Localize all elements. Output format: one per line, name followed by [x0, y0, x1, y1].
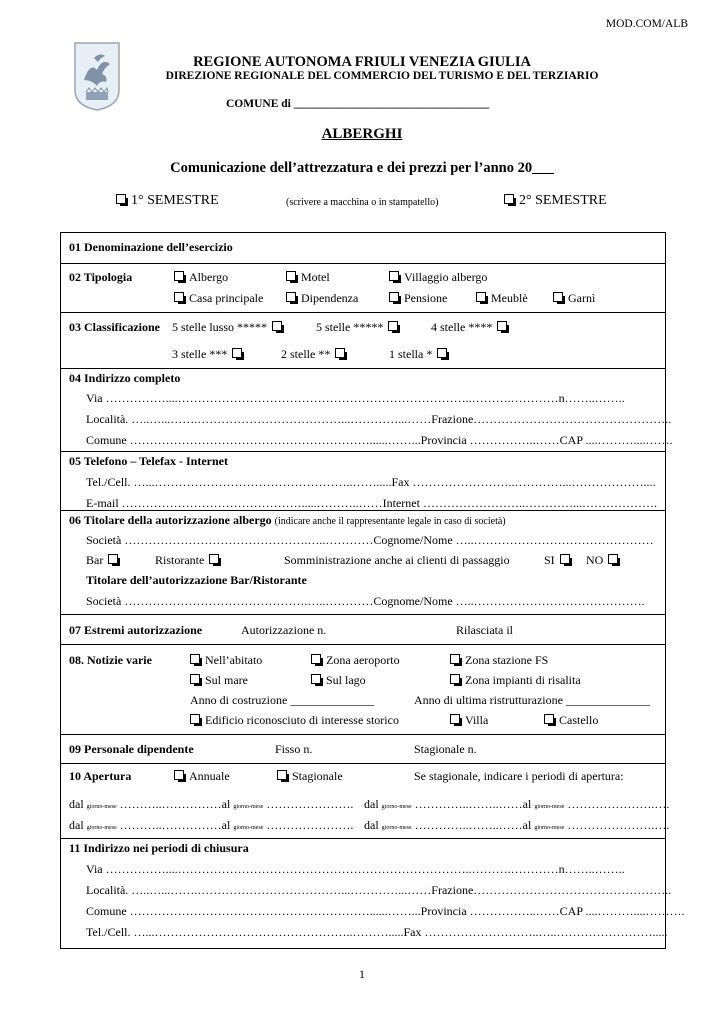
- section-05-label: 05 Telefono – Telefax - Internet: [69, 454, 228, 468]
- region-heading: REGIONE AUTONOMA FRIULI VENEZIA GIULIA: [193, 54, 531, 70]
- option-meuble[interactable]: [476, 291, 528, 306]
- divider: [60, 734, 665, 735]
- bar-holder-heading: Titolare dell’autorizzazione Bar/Ristorante: [86, 573, 307, 587]
- phone-fax-field[interactable]: Tel./Cell. …...…………………………………………..…….....Fax ……………………..…………...………………....: [86, 475, 656, 489]
- option-label: Dipendenza: [301, 291, 359, 305]
- address-comune-field[interactable]: Comune ……………………………………………………......……...Provincia ……………..……CAP ....………....…….: [86, 433, 673, 447]
- option-label: Villaggio albergo: [404, 270, 488, 284]
- section-11-label: 11 Indirizzo nei periodi di chiusura: [69, 841, 249, 855]
- checkbox[interactable]: [190, 654, 200, 664]
- semester-1-label: 1° SEMESTRE: [131, 193, 219, 208]
- option-label: Edificio riconosciuto di interesse storico: [205, 713, 399, 727]
- option-label: giorno-mese: [381, 804, 412, 810]
- option-5-stelle-lusso[interactable]: [172, 320, 282, 335]
- checkbox[interactable]: [437, 348, 447, 358]
- checkbox[interactable]: [389, 271, 399, 281]
- option-label: dal: [364, 797, 379, 811]
- construction-year-field[interactable]: Anno di costruzione ______________: [190, 693, 375, 707]
- option-garni[interactable]: [553, 291, 595, 306]
- option-label: …………..……..……: [414, 797, 523, 811]
- module-code: MOD.COM/ALB: [605, 18, 688, 30]
- section-06-heading: [69, 513, 506, 528]
- checkbox[interactable]: [476, 292, 486, 302]
- option-ristorante[interactable]: [155, 553, 219, 568]
- option-label: …………..……..……: [414, 818, 523, 832]
- option-edificio-storico[interactable]: [190, 713, 399, 728]
- document-subtitle: Comunicazione dell’attrezzatura e dei prezzi per l’anno 20___: [170, 160, 554, 176]
- divider: [60, 614, 665, 615]
- section-09-label: 09 Personale dipendente: [69, 742, 194, 756]
- option-label: giorno-mese: [233, 804, 264, 810]
- bar-holder-societa-field[interactable]: Società ……………………………………….…..…………Cognome/Nome …..…………………………………….: [86, 594, 645, 608]
- option-label: Albergo: [189, 270, 229, 284]
- section-06-label: 06 Titolare della autorizzazione albergo: [69, 513, 272, 527]
- semester-1[interactable]: [116, 193, 219, 209]
- checkbox[interactable]: [286, 292, 296, 302]
- checkbox[interactable]: [553, 292, 563, 302]
- option-label: dal: [69, 797, 84, 811]
- divider: [60, 451, 665, 452]
- option-sul-lago[interactable]: [311, 673, 366, 688]
- option-zona-stazione-fs[interactable]: [450, 653, 548, 668]
- option-casa-principale[interactable]: [174, 291, 263, 306]
- checkbox[interactable]: [389, 292, 399, 302]
- checkbox[interactable]: [450, 714, 460, 724]
- option-label: giorno-mese: [86, 804, 117, 810]
- checkbox[interactable]: [560, 554, 570, 564]
- option-label: giorno-mese: [233, 825, 264, 831]
- checkbox[interactable]: [174, 770, 184, 780]
- checkbox[interactable]: [388, 321, 398, 331]
- section-01-label: 01 Denominazione dell’esercizio: [69, 240, 233, 254]
- checkbox[interactable]: [190, 714, 200, 724]
- option-label: al: [522, 818, 532, 832]
- divider: [60, 644, 665, 645]
- option-label: 2 stelle **: [281, 347, 331, 361]
- option-castello[interactable]: [544, 713, 598, 728]
- section-10-label: 10 Apertura: [69, 769, 132, 783]
- option-label: al: [522, 797, 532, 811]
- checkbox[interactable]: [190, 674, 200, 684]
- option-2-stelle[interactable]: [281, 347, 345, 362]
- semester-2[interactable]: [504, 193, 607, 209]
- checkbox[interactable]: [286, 271, 296, 281]
- seasonal-periods-note: Se stagionale, indicare i periodi di apertura:: [414, 769, 624, 783]
- option-label: ………………….….: [567, 797, 670, 811]
- checkbox[interactable]: [277, 770, 287, 780]
- option-label: 5 stelle lusso *****: [172, 320, 267, 334]
- option-label: Castello: [559, 713, 599, 727]
- option-label: ………..……………: [119, 797, 222, 811]
- page-number: 1: [359, 967, 365, 981]
- option-villaggio-albergo[interactable]: [389, 270, 487, 285]
- option-label: giorno-mese: [534, 825, 565, 831]
- option-label: giorno-mese: [534, 804, 565, 810]
- checkbox[interactable]: [108, 554, 118, 564]
- option-label: Sul mare: [205, 673, 248, 687]
- option-stagionale[interactable]: [277, 769, 343, 784]
- section-03-label: 03 Classificazione: [69, 320, 160, 334]
- closure-phone-fax-field[interactable]: Tel./Cell. …...…………………………………………..……….....Fax ………………………..…..…………………….....: [86, 925, 668, 939]
- option-label: giorno-mese: [86, 825, 117, 831]
- checkbox[interactable]: [232, 348, 242, 358]
- option-label: giorno-mese: [381, 825, 412, 831]
- option-label: Pensione: [404, 291, 448, 305]
- divider: [60, 312, 665, 313]
- option-label: Zona impianti di risalita: [465, 673, 581, 687]
- option-villa[interactable]: [450, 713, 488, 728]
- option-label: ………………….: [266, 818, 354, 832]
- staff-fixed-field[interactable]: Fisso n.: [275, 742, 313, 756]
- option-label: 4 stelle ****: [431, 320, 493, 334]
- writing-note: (scrivere a macchina o in stampatello): [286, 197, 439, 208]
- option-label: dal: [69, 818, 84, 832]
- option-label: 3 stelle ***: [172, 347, 228, 361]
- semester-2-label: 2° SEMESTRE: [519, 193, 607, 208]
- divider: [60, 838, 665, 839]
- holder-societa-field[interactable]: Società ……………………………………….…..…………Cognome/Nome …..………………………………………: [86, 533, 654, 547]
- option-zona-aeroporto[interactable]: [311, 653, 400, 668]
- document-title: ALBERGHI: [321, 126, 403, 142]
- option-pensione[interactable]: [389, 291, 447, 306]
- checkbox[interactable]: [335, 348, 345, 358]
- option-label: Bar: [86, 553, 104, 567]
- option-label: 1 stella *: [389, 347, 433, 361]
- option-label: SI: [544, 553, 555, 567]
- option-label: Casa principale: [189, 291, 264, 305]
- checkbox[interactable]: [174, 271, 184, 281]
- option-label: al: [221, 797, 231, 811]
- issued-date-field[interactable]: Rilasciata il: [456, 623, 513, 637]
- option-3-stelle[interactable]: [172, 347, 242, 362]
- option-label: Zona stazione FS: [465, 653, 549, 667]
- option-dipendenza[interactable]: [286, 291, 358, 306]
- option-no[interactable]: [586, 553, 618, 568]
- option-nell-abitato[interactable]: [190, 653, 262, 668]
- checkbox[interactable]: [544, 714, 554, 724]
- opening-period-2-right[interactable]: [364, 818, 669, 833]
- option-label: 5 stelle *****: [316, 320, 384, 334]
- address-via-field[interactable]: Via ……………....………………………………………………………………..……….…………n……..……..: [86, 391, 625, 405]
- semester-2-checkbox[interactable]: [504, 194, 514, 204]
- checkbox[interactable]: [272, 321, 282, 331]
- section-06-note: (indicare anche il rappresentante legale in caso di società): [274, 516, 506, 527]
- section-04-label: 04 Indirizzo completo: [69, 371, 181, 385]
- option-motel[interactable]: [286, 270, 330, 285]
- checkbox[interactable]: [209, 554, 219, 564]
- checkbox[interactable]: [174, 292, 184, 302]
- checkbox[interactable]: [450, 654, 460, 664]
- checkbox[interactable]: [608, 554, 618, 564]
- option-albergo[interactable]: [174, 270, 228, 285]
- option-label: dal: [364, 818, 379, 832]
- checkbox[interactable]: [311, 654, 321, 664]
- checkbox[interactable]: [497, 321, 507, 331]
- option-4-stelle[interactable]: [431, 320, 507, 335]
- checkbox[interactable]: [311, 674, 321, 684]
- option-label: Ristorante: [155, 553, 205, 567]
- option-label: Villa: [465, 713, 489, 727]
- email-internet-field[interactable]: E-mail ……………………………………….....………..……Internet ……………………..…………...……………….: [86, 496, 657, 510]
- option-label: ………………….: [266, 797, 354, 811]
- option-1-stella[interactable]: [389, 347, 447, 362]
- authorization-number-field[interactable]: Autorizzazione n.: [241, 623, 327, 637]
- option-label: ………..……………: [119, 818, 222, 832]
- semester-1-checkbox[interactable]: [116, 194, 126, 204]
- staff-seasonal-field[interactable]: Stagionale n.: [414, 742, 477, 756]
- option-label: Sul lago: [326, 673, 366, 687]
- option-si[interactable]: [544, 553, 570, 568]
- comune-field[interactable]: COMUNE di __________________________________: [226, 98, 490, 110]
- option-label: Nell’abitato: [205, 653, 263, 667]
- opening-period-1-left[interactable]: [69, 797, 353, 812]
- closure-localita-field[interactable]: Località. …..…...…….………………………………...…………...……Frazione…………………………………………..: [86, 883, 672, 897]
- option-label: Stagionale: [292, 769, 343, 783]
- divider: [60, 368, 665, 369]
- option-label: Meublè: [491, 291, 528, 305]
- option-label: ………………….….: [567, 818, 670, 832]
- renovation-year-field[interactable]: Anno di ultima ristrutturazione ______________: [414, 693, 650, 707]
- directorate-heading: DIREZIONE REGIONALE DEL COMMERCIO DEL TURISMO E DEL TERZIARIO: [165, 70, 599, 82]
- section-08-label: 08. Notizie varie: [69, 653, 152, 667]
- opening-period-2-left[interactable]: [69, 818, 353, 833]
- option-label: al: [221, 818, 231, 832]
- option-sul-mare[interactable]: [190, 673, 248, 688]
- section-07-label: 07 Estremi autorizzazione: [69, 623, 203, 637]
- checkbox[interactable]: [450, 674, 460, 684]
- option-label: NO: [586, 553, 604, 567]
- option-label: Zona aeroporto: [326, 653, 400, 667]
- option-bar[interactable]: [86, 553, 118, 568]
- section-02-label: 02 Tipologia: [69, 270, 133, 284]
- option-label: Garnì: [568, 291, 596, 305]
- divider: [60, 763, 665, 764]
- address-localita-field[interactable]: Località. …..…...…….………………………………...…………...……Frazione…………………………………………..: [86, 412, 672, 426]
- option-5-stelle[interactable]: [316, 320, 398, 335]
- option-label: Annuale: [189, 769, 230, 783]
- divider: [60, 263, 665, 264]
- option-label: Motel: [301, 270, 330, 284]
- closure-via-field[interactable]: Via ……………....………………………………………………………………..……….…………n……..……..: [86, 862, 625, 876]
- option-zona-impianti[interactable]: [450, 673, 581, 688]
- option-annuale[interactable]: [174, 769, 230, 784]
- closure-comune-field[interactable]: Comune ……………………………………………………......……...Provincia ……………..……CAP ....………....……….: [86, 904, 685, 918]
- somministrazione-label: Somministrazione anche ai clienti di passaggio: [284, 553, 510, 567]
- opening-period-1-right[interactable]: [364, 797, 669, 812]
